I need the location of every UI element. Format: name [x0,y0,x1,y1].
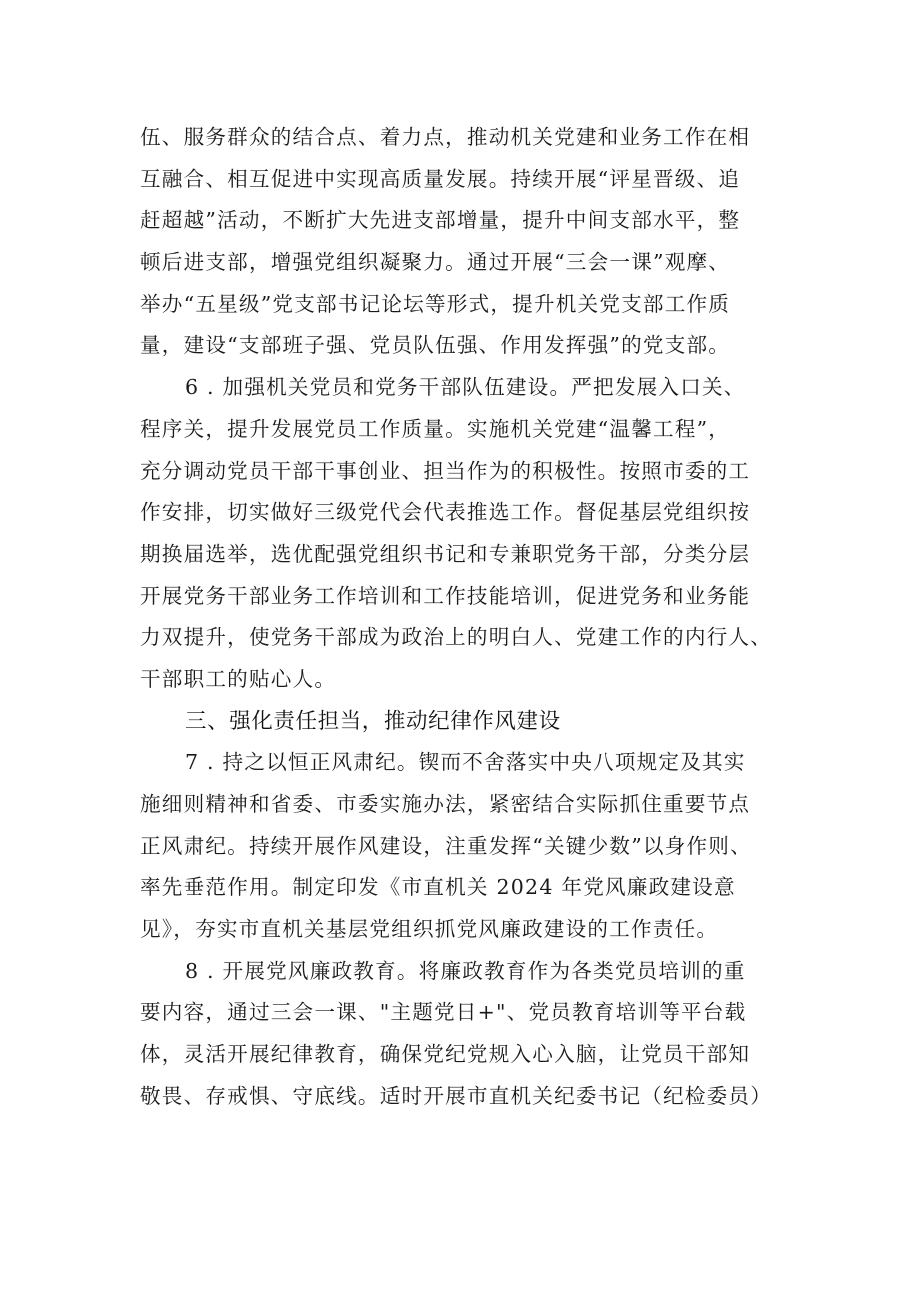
text-line: 体，灵活开展纪律教育，确保党纪党规入心入脑，让党员干部知 [140,1042,751,1067]
text-line: 干部职工的贴心人。 [140,666,337,691]
text-line: 要内容，通过三会一课、"主题党日+"、党员教育培训等平台载 [140,1000,747,1025]
text-line: 互融合、相互促进中实现高质量发展。持续开展“评星晋级、追 [140,166,741,191]
text-line: 作安排，切实做好三级党代会代表推选工作。督促基层党组织按 [140,500,751,525]
text-line: 举办“五星级”党支部书记论坛等形式，提升机关党支部工作质 [140,291,731,316]
text-line: 程序关，提升发展党员工作质量。实施机关党建“温馨工程”， [140,416,731,441]
text-line: 敬畏、存戒惧、守底线。适时开展市直机关纪委书记（纪检委员） [140,1083,773,1108]
text-line: 率先垂范作用。制定印发《市直机关 2024 年党风廉政建设意 [140,875,736,900]
text-line: 施细则精神和省委、市委实施办法，紧密结合实际抓住重要节点 [140,792,751,816]
paragraph-7-start: 7 . 持之以恒正风肃纪。锲而不舍落实中央八项规定及其实 [185,750,746,775]
paragraph-6-start: 6 . 加强机关党员和党务干部队伍建设。严把发展入口关、 [185,375,746,400]
text-line: 力双提升，使党务干部成为政治上的明白人、党建工作的内行人、 [140,625,773,650]
text-line: 开展党务干部业务工作培训和工作技能培训，促进党务和业务能 [140,583,751,608]
text-line: 见》，夯实市直机关基层党组织抓党风廉政建设的工作责任。 [140,917,719,942]
text-line: 伍、服务群众的结合点、着力点，推动机关党建和业务工作在相 [140,125,751,149]
text-line: 期换届选举，选优配强党组织书记和专兼职党务干部，分类分层 [140,541,751,566]
paragraph-8-start: 8 . 开展党风廉政教育。将廉政教育作为各类党员培训的重 [185,958,746,983]
text-line: 量，建设“支部班子强、党员队伍强、作用发挥强”的党支部。 [140,333,731,358]
section-heading: 三、强化责任担当，推动纪律作风建设 [185,708,561,734]
document-body [140,117,790,1118]
text-line: 顿后进支部，增强党组织凝聚力。通过开展“三会一课”观摩、 [140,250,731,275]
text-line: 充分调动党员干部干事创业、担当作为的积极性。按照市委的工 [140,458,751,483]
text-line: 赶超越”活动，不断扩大先进支部增量，提升中间支部水平，整 [140,208,741,233]
text-line: 正风肃纪。持续开展作风建设，注重发挥“关键少数”以身作则、 [140,833,752,858]
